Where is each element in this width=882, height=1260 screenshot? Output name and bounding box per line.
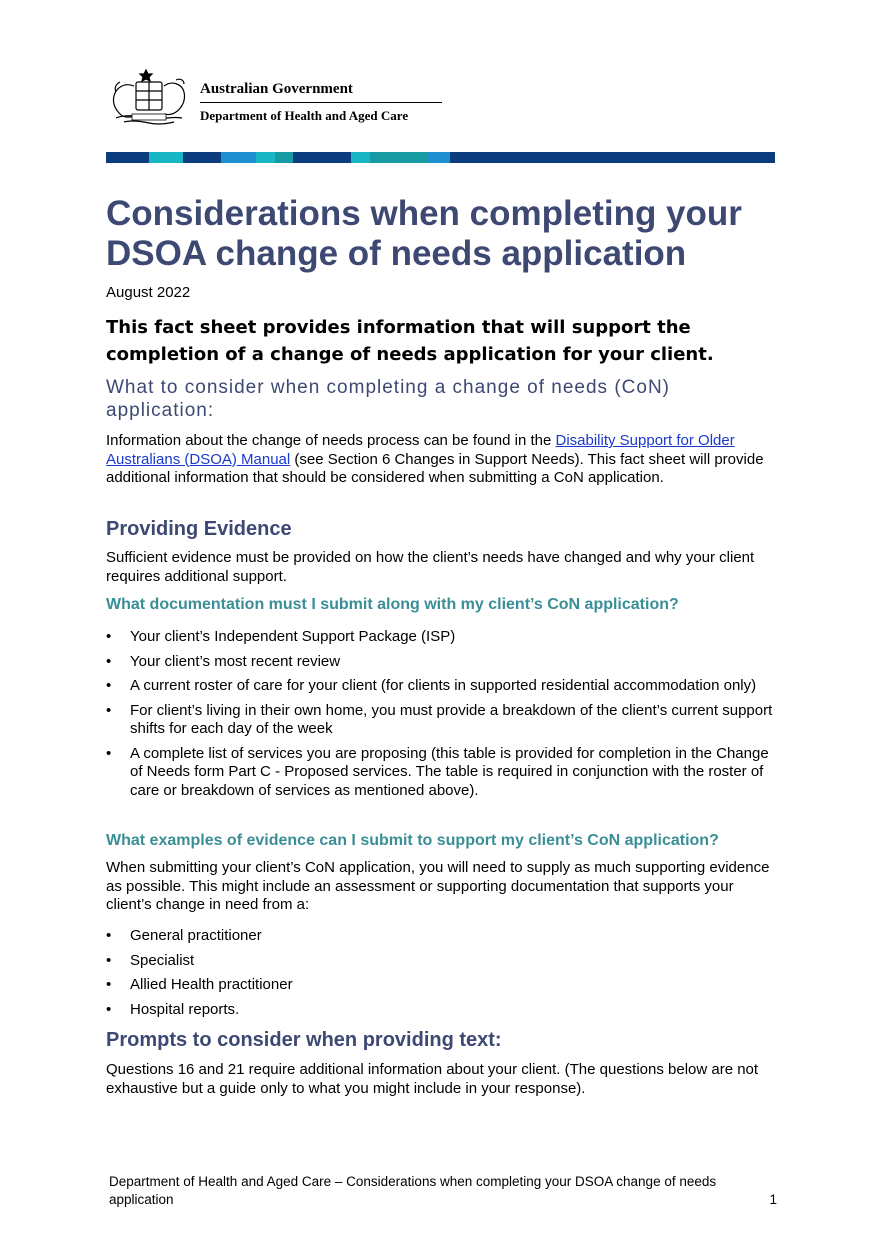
list-item-text: Your client’s most recent review xyxy=(130,652,341,670)
intro-paragraph-block xyxy=(106,432,778,488)
band-segment xyxy=(275,152,293,163)
evidence-paragraph: Sufficient evidence must be provided on how the client’s needs have changed and why your client requires additional support. xyxy=(106,549,755,585)
prompts-section xyxy=(106,1028,778,1098)
list-item xyxy=(106,677,778,696)
bullet-icon: • xyxy=(106,1000,112,1018)
subheading-examples: What examples of evidence can I submit to support my client’s CoN application? xyxy=(106,832,719,849)
band-segment xyxy=(183,152,221,163)
documentation-bullet-list xyxy=(106,628,778,800)
subheading-documentation: What documentation must I submit along with my client’s CoN application? xyxy=(106,596,679,613)
page-number: 1 xyxy=(769,1191,777,1207)
colour-band-divider xyxy=(106,152,775,163)
prompts-paragraph: Questions 16 and 21 require additional information about your client. (The questions below are not exhaustive but a guide only to what you might include in your response). xyxy=(106,1061,759,1097)
bullet-icon: • xyxy=(106,652,112,670)
bullet-icon: • xyxy=(106,951,112,969)
footer-text: Department of Health and Aged Care – Considerations when completing your DSOA change of needs application xyxy=(109,1174,717,1207)
section-heading-what-to-consider: What to consider when completing a change of needs (CoN) application: xyxy=(106,377,670,421)
intro-text-after-link: (see Section 6 Changes in Support Needs). This fact sheet will provide additional information that should be considered when submitting a CoN application. xyxy=(106,450,764,486)
list-item-text: Your client’s Independent Support Package (ISP) xyxy=(130,628,456,645)
list-item xyxy=(106,702,778,739)
lead-paragraph: This fact sheet provides information that will support the completion of a change of needs application for your client. xyxy=(106,317,714,365)
section-heading-prompts: Prompts to consider when providing text: xyxy=(106,1029,502,1051)
list-item xyxy=(106,653,778,672)
government-name: Australian Government xyxy=(200,81,353,97)
list-item-text: Allied Health practitioner xyxy=(130,976,293,993)
bullet-icon: • xyxy=(106,677,112,694)
band-segment xyxy=(293,152,351,163)
list-item xyxy=(106,976,778,995)
list-item-text: For client’s living in their own home, you must provide a breakdown of the client’s current support shifts for each day of the week xyxy=(130,701,773,737)
examples-bullet-list xyxy=(106,927,778,1019)
band-segment xyxy=(256,152,275,163)
dsoa-manual-link[interactable]: Disability Support for Older Australians (DSOA) Manual xyxy=(106,432,735,468)
department-name: Department of Health and Aged Care xyxy=(200,108,409,123)
bullet-icon: • xyxy=(106,744,112,762)
list-item-text: Hospital reports. xyxy=(130,1000,240,1018)
list-item xyxy=(106,1001,778,1020)
bullet-icon: • xyxy=(106,927,112,944)
band-segment xyxy=(370,152,428,163)
list-item-text: Specialist xyxy=(130,951,195,969)
documentation-list xyxy=(106,628,778,806)
page-footer xyxy=(109,1173,777,1208)
list-item xyxy=(106,628,778,647)
band-segment xyxy=(351,152,370,163)
branding-divider xyxy=(200,102,442,103)
list-item-text: General practitioner xyxy=(130,927,262,944)
intro-paragraph xyxy=(106,432,778,488)
examples-section xyxy=(106,831,778,915)
section-heading-providing-evidence: Providing Evidence xyxy=(106,518,292,540)
list-item xyxy=(106,927,778,946)
band-segment xyxy=(106,152,149,163)
band-segment xyxy=(221,152,256,163)
list-item xyxy=(106,745,778,801)
government-branding xyxy=(200,80,442,124)
band-segment xyxy=(149,152,183,163)
page-title: Considerations when completing your DSOA change of needs application xyxy=(106,194,742,273)
bullet-icon: • xyxy=(106,976,112,993)
examples-list xyxy=(106,927,778,1025)
bullet-icon: • xyxy=(106,701,112,719)
providing-evidence-section xyxy=(106,517,778,614)
band-segment xyxy=(450,152,775,163)
list-item-text: A complete list of services you are proposing (this table is provided for completion in the Change of Needs form Part C - Proposed services. The table is required in conjunction with the roster of care or breakdown of services as mentioned above). xyxy=(130,744,769,799)
band-segment xyxy=(428,152,450,163)
coat-of-arms-logo xyxy=(106,66,192,128)
examples-paragraph: When submitting your client’s CoN application, you will need to supply as much supporting evidence as possible. This might include an assessment or supporting documentation that supports your client’s change in need from a: xyxy=(106,859,770,913)
bullet-icon: • xyxy=(106,628,112,645)
publication-date: August 2022 xyxy=(106,284,191,301)
intro-text-before-link: Information about the change of needs process can be found in the xyxy=(106,432,556,449)
list-item xyxy=(106,952,778,971)
list-item-text: A current roster of care for your client (for clients in supported residential accommodation only) xyxy=(130,677,757,694)
